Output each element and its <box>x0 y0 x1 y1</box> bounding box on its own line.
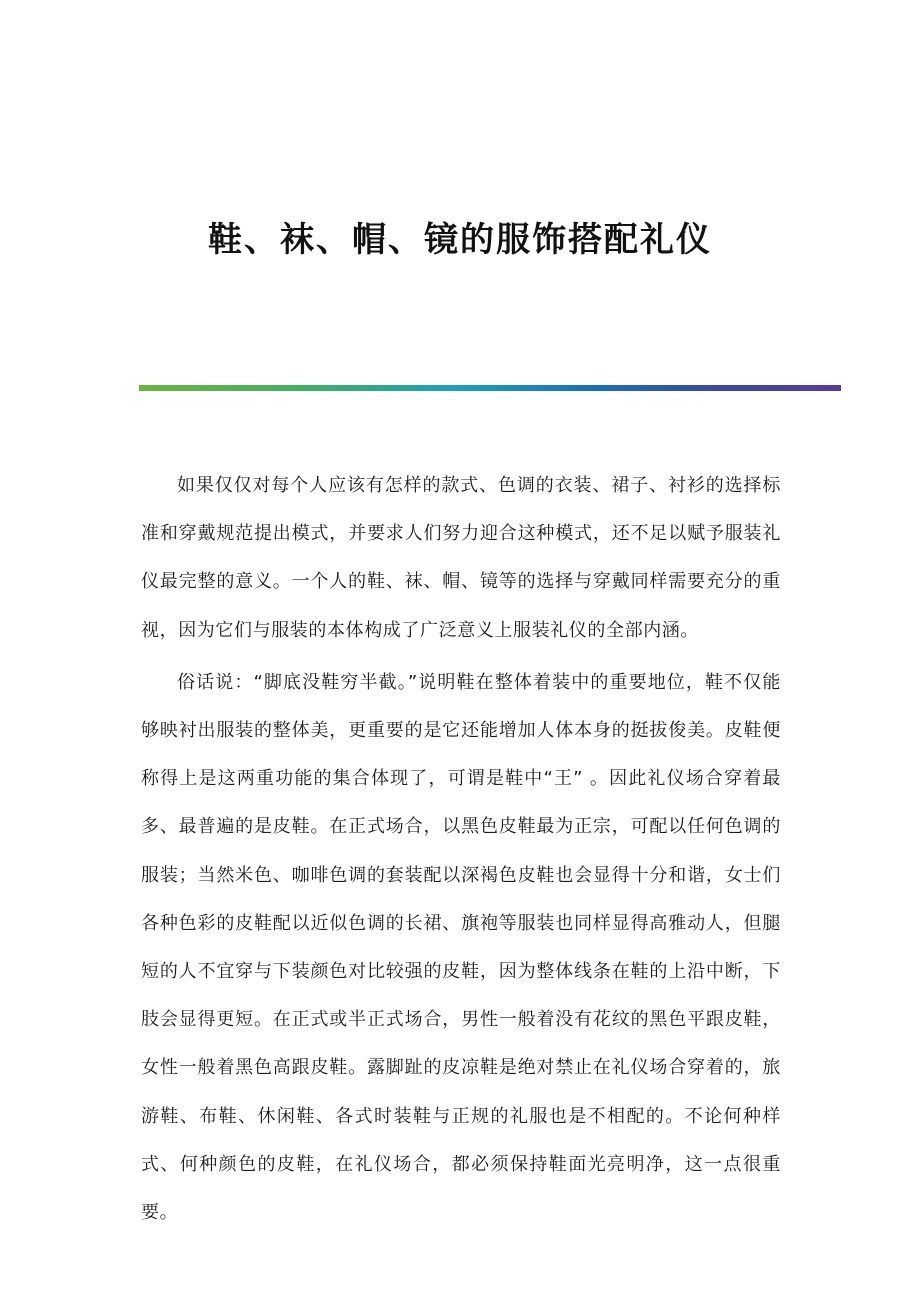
document-title: 鞋、袜、帽、镜的服饰搭配礼仪 <box>208 220 712 260</box>
paragraph-shoes: 俗话说：“脚底没鞋穷半截。”说明鞋在整体着装中的重要地位，鞋不仅能够映衬出服装的整体美，更重要的是它还能增加人体本身的挺拔俊美。皮鞋便称得上是这两重功能的集合体现了，可谓是鞋中“王” 。因此礼仪场合穿着最多、最普遍的是皮鞋。在正式场合，以黑色皮鞋最为正宗，可配以任何色调的服装；当然米色、咖啡色调的套装配以深褐色皮鞋也会显得十分和谐，女士们各种色彩的皮鞋配以近似色调的长裙、旗袍等服装也同样显得高雅动人，但腿短的人不宜穿与下装颜色对比较强的皮鞋，因为整体线条在鞋的上沿中断，下肢会显得更短。在正式或半正式场合，男性一般着没有花纹的黑色平跟皮鞋，女性一般着黑色高跟皮鞋。露脚趾的皮凉鞋是绝对禁止在礼仪场合穿着的，旅游鞋、布鞋、休闲鞋、各式时装鞋与正规的礼服也是不相配的。不论何种样式、何种颜色的皮鞋，在礼仪场合，都必须保持鞋面光亮明净，这一点很重要。 <box>141 671 781 1224</box>
title-divider <box>139 385 841 391</box>
paragraph-intro: 如果仅仅对每个人应该有怎样的款式、色调的衣装、裙子、衬衫的选择标准和穿戴规范提出模式，并要求人们努力迎合这种模式，还不足以赋予服装礼仪最完整的意义。一个人的鞋、袜、帽、镜等的选择与穿戴同样需要充分的重视，因为它们与服装的本体构成了广泛意义上服装礼仪的全部内涵。 <box>141 475 781 641</box>
document-body <box>141 462 781 1241</box>
